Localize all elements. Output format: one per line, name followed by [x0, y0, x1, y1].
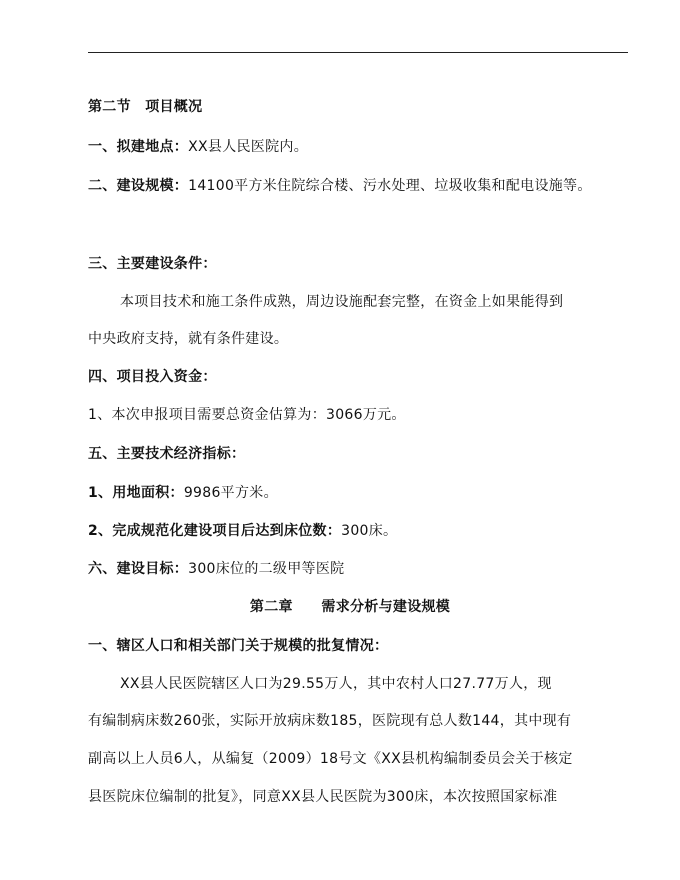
section-title: 第二节 项目概况	[88, 99, 203, 115]
chapter-title: 第二章 需求分析与建设规模	[249, 599, 451, 615]
scale-label: 二、建设规模：	[88, 178, 189, 194]
location-value: XX县人民医院内。	[188, 139, 308, 155]
location-label: 一、拟建地点：	[88, 139, 189, 155]
investment-line: 1、本次申报项目需要总资金估算为：3066万元。	[88, 407, 406, 423]
header-rule	[88, 52, 628, 53]
chapter-paragraph-line-4: 县医院床位编制的批复》，同意XX县人民医院为300床，本次按照国家标准	[88, 789, 558, 805]
chapter-paragraph-line-1: XX县人民医院辖区人口为29.55万人，其中农村人口27.77万人，现	[120, 676, 552, 692]
goal-line	[88, 559, 344, 579]
chapter-sub-label: 一、辖区人口和相关部门关于规模的批复情况：	[88, 638, 389, 654]
chapter-paragraph-line-3: 副高以上人员6人，从编复（2009）18号文《XX县机构编制委员会关于核定	[88, 751, 573, 767]
scale-value: 14100平方米住院综合楼、污水处理、垃圾收集和配电设施等。	[188, 178, 592, 194]
land-value: 9986平方米。	[183, 485, 278, 501]
scale-line	[88, 176, 592, 196]
land-label: 1、用地面积：	[88, 485, 184, 501]
beds-value: 300床。	[341, 523, 398, 539]
beds-line	[88, 521, 397, 541]
goal-value: 300床位的二级甲等医院	[188, 561, 345, 577]
location-line	[88, 137, 308, 157]
beds-label: 2、完成规范化建设项目后达到床位数：	[88, 523, 342, 539]
goal-label: 六、建设目标：	[88, 561, 189, 577]
investment-label: 四、项目投入资金：	[88, 369, 217, 385]
chapter-paragraph-line-2: 有编制病床数260张，实际开放病床数185，医院现有总人数144，其中现有	[88, 713, 572, 729]
conditions-line-2: 中央政府支持，就有条件建设。	[88, 331, 289, 347]
conditions-line-1: 本项目技术和施工条件成熟，周边设施配套完整，在资金上如果能得到	[120, 294, 564, 310]
conditions-label: 三、主要建设条件：	[88, 256, 217, 272]
indicators-label: 五、主要技术经济指标：	[88, 446, 246, 462]
land-line	[88, 483, 278, 503]
